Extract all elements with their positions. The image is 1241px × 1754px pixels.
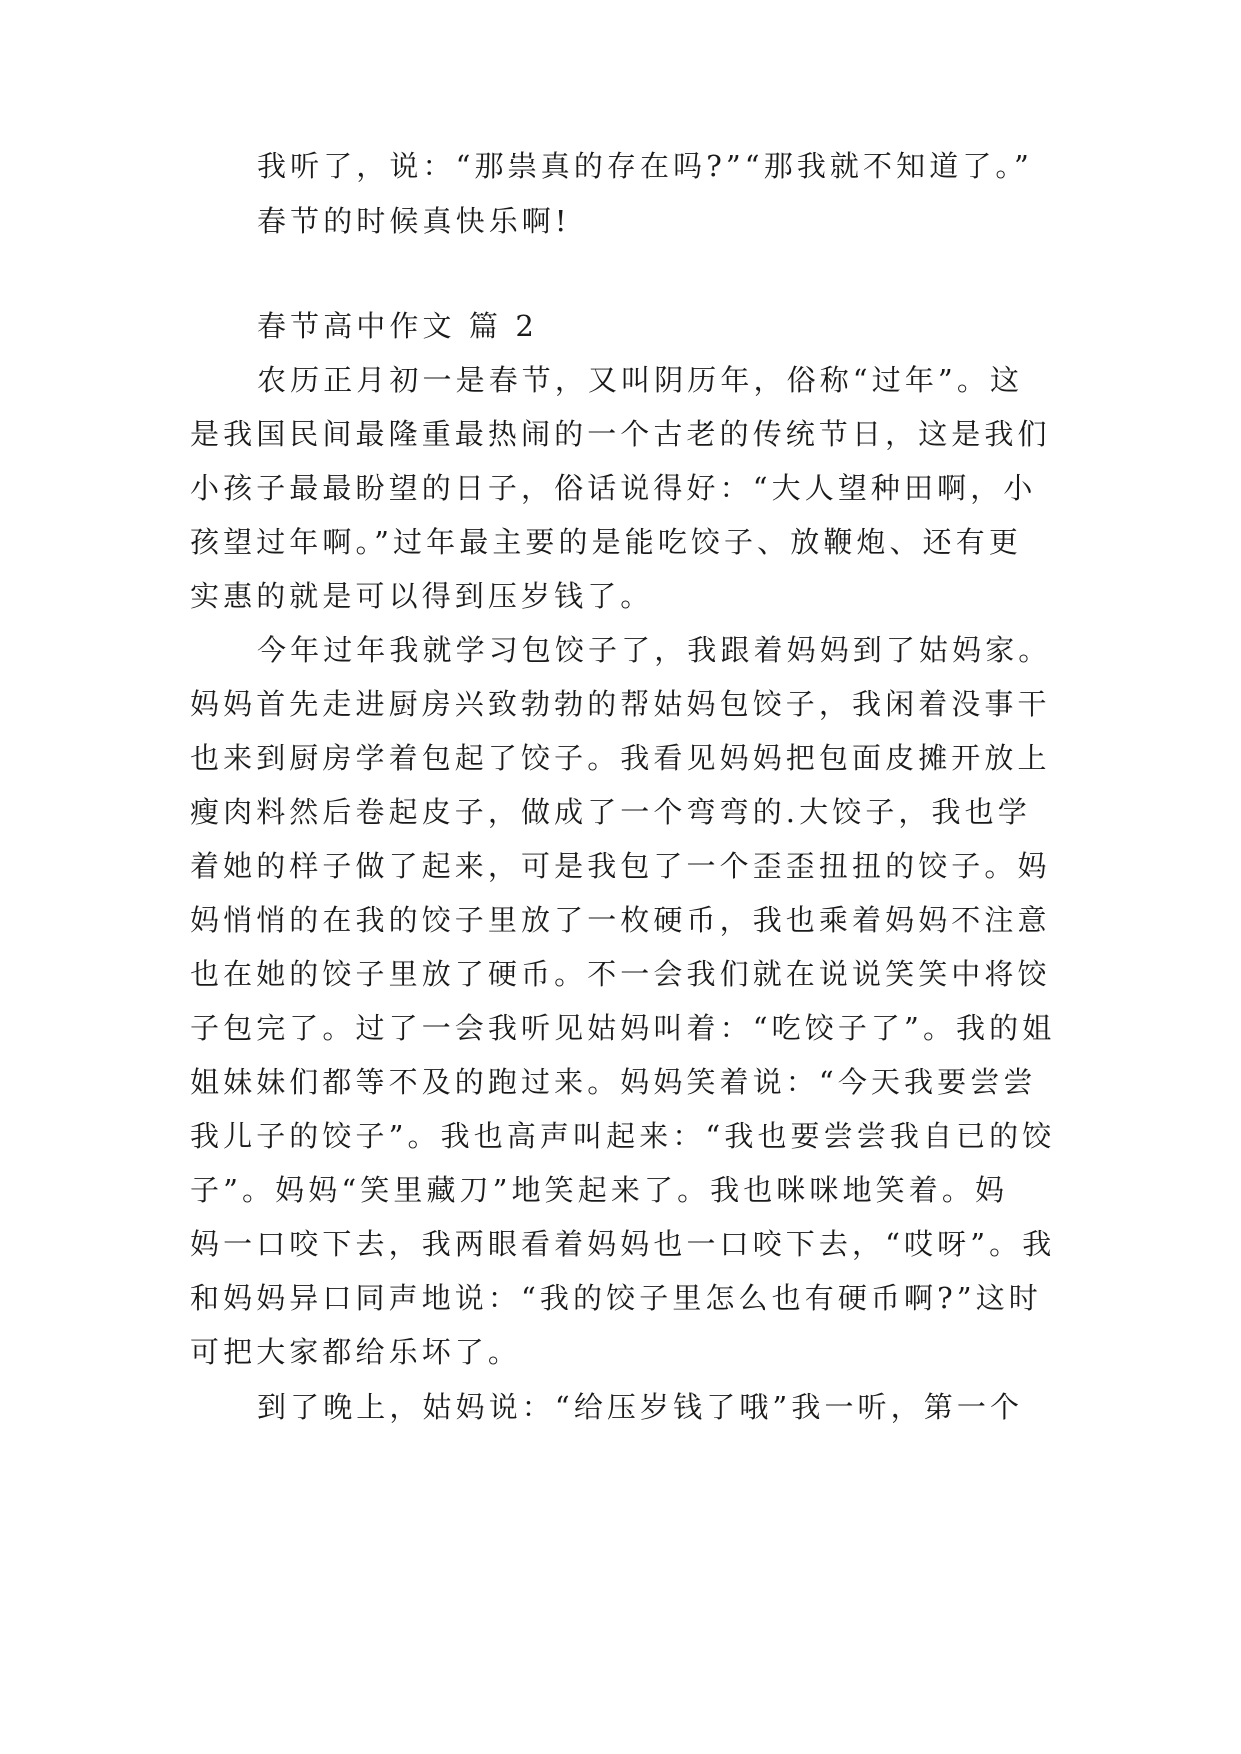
- text-line: 也来到厨房学着包起了饺子。我看见妈妈把包面皮摊开放上: [190, 741, 1051, 775]
- text-line: 是我国民间最隆重最热闹的一个古老的传统节日，这是我们: [190, 417, 1051, 451]
- text-line: 瘦肉料然后卷起皮子，做成了一个弯弯的.大饺子，我也学: [190, 795, 1031, 829]
- text-line: 着她的样子做了起来，可是我包了一个歪歪扭扭的饺子。妈: [190, 849, 1051, 883]
- text-line: 妈妈首先走进厨房兴致勃勃的帮姑妈包饺子，我闲着没事干: [190, 687, 1051, 721]
- text-line: 和妈妈异口同声地说：“我的饺子里怎么也有硬币啊?”这时: [190, 1281, 1042, 1315]
- text-line: 我听了，说：“那祟真的存在吗?”“那我就不知道了。”: [257, 149, 1033, 183]
- text-line: 到了晚上，姑妈说：“给压岁钱了哦”我一听，第一个: [257, 1390, 1024, 1424]
- text-line: 我儿子的饺子”。我也高声叫起来：“我也要尝尝我自已的饺: [190, 1119, 1056, 1153]
- text-line: 春节的时候真快乐啊!: [257, 204, 571, 238]
- text-line: 子包完了。过了一会我听见姑妈叫着：“吃饺子了”。我的姐: [190, 1011, 1056, 1045]
- text-line: 实惠的就是可以得到压岁钱了。: [190, 579, 654, 613]
- text-line: 妈悄悄的在我的饺子里放了一枚硬币，我也乘着妈妈不注意: [190, 903, 1051, 937]
- text-line: 也在她的饺子里放了硬币。不一会我们就在说说笑笑中将饺: [190, 957, 1051, 991]
- text-line: 今年过年我就学习包饺子了，我跟着妈妈到了姑妈家。: [257, 633, 1052, 667]
- text-line: 妈一口咬下去，我两眼看着妈妈也一口咬下去，“哎呀”。我: [190, 1227, 1056, 1261]
- text-line: 子”。妈妈“笑里藏刀”地笑起来了。我也咪咪地笑着。妈: [190, 1173, 1009, 1207]
- text-line: 农历正月初一是春节，又叫阴历年，俗称“过年”。这: [257, 363, 1024, 397]
- section-heading: 春节高中作文 篇 2: [257, 309, 538, 343]
- text-line: 姐妹妹们都等不及的跑过来。妈妈笑着说：“今天我要尝尝: [190, 1065, 1037, 1099]
- text-line: 小孩子最最盼望的日子，俗话说得好：“大人望种田啊，小: [190, 471, 1037, 505]
- text-line: 孩望过年啊。”过年最主要的是能吃饺子、放鞭炮、还有更: [190, 525, 1022, 559]
- text-line: 可把大家都给乐坏了。: [190, 1335, 522, 1369]
